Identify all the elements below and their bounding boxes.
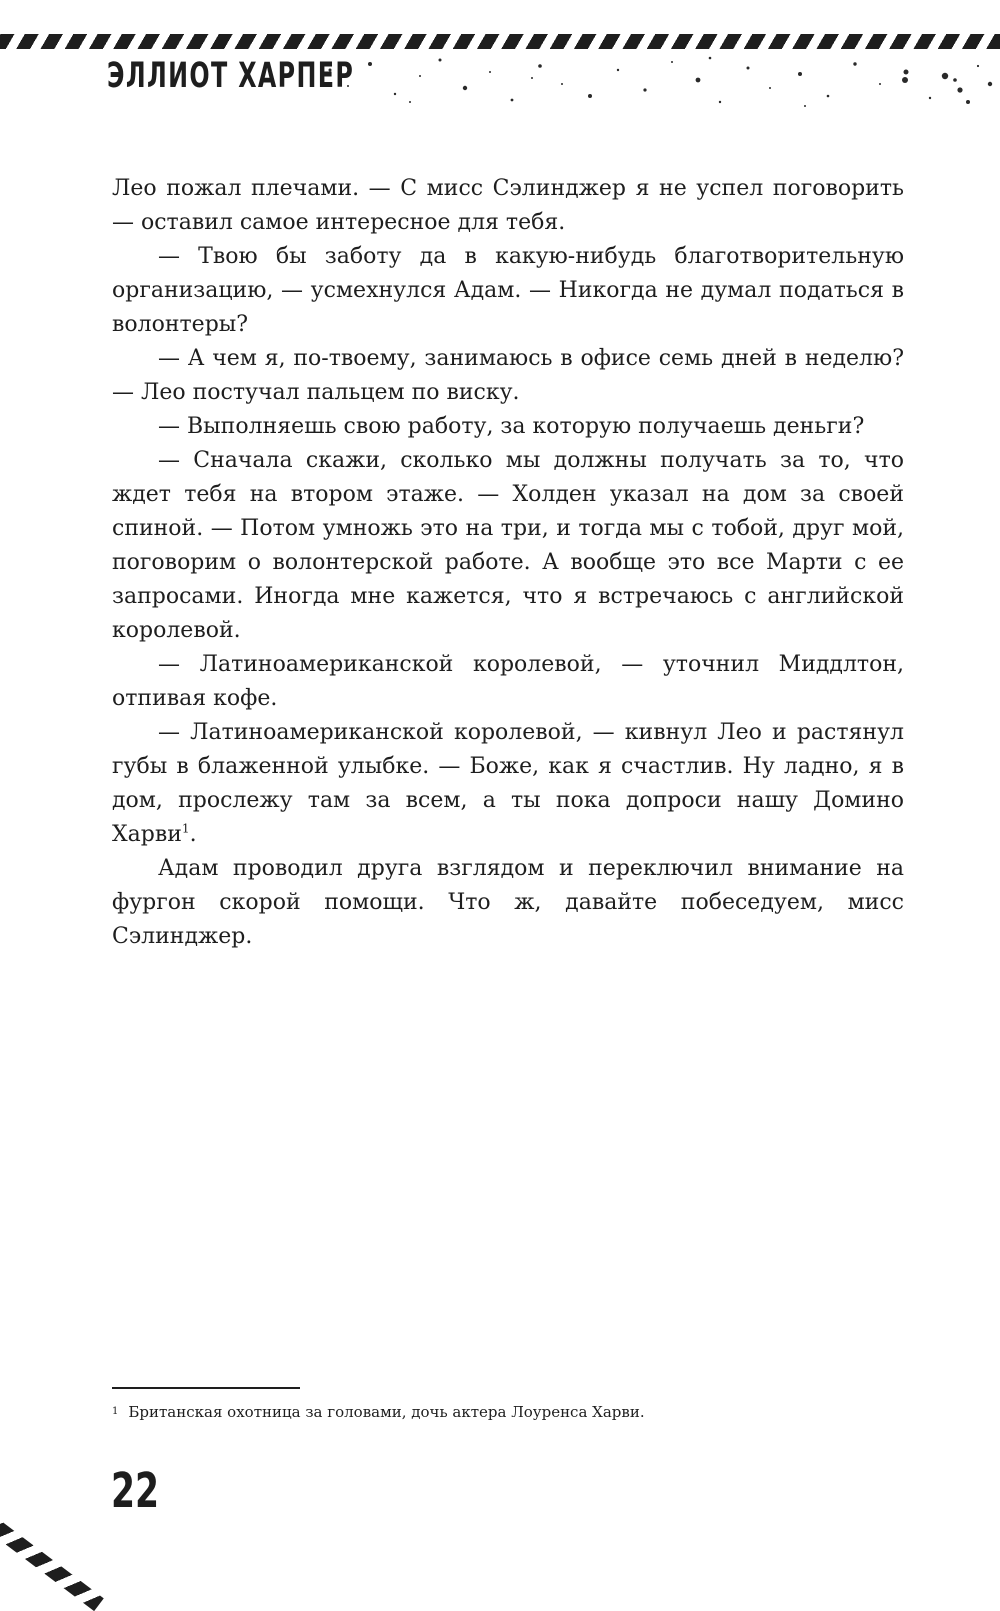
paragraph: — Выполняешь свою работу, за которую получаешь деньги? — [158, 414, 865, 439]
paragraph: — Сначала скажи, сколько мы должны получать за то, что ждет тебя на втором этаже. — Холден указал на дом за своей спиной. — Потом умножь это на три, и тогда мы с тобой, друг мой, поговорим о волонтерской работе. А вообще это все Марти с ее запросами. Иногда мне кажется, что я встречаюсь с английской королевой. — [112, 448, 904, 643]
paragraph: — А чем я, по-твоему, занимаюсь в офисе семь дней в неделю? — Лео постучал пальцем по виску. — [112, 346, 904, 405]
paragraph-with-footnote: — Латиноамериканской королевой, — кивнул Лео и растянул губы в блаженной улыбке. — Боже, как я счастлив. Ну ладно, я в дом, прослежу там за всем, а ты пока допроси нашу Домино Харви$^1$. — [112, 720, 904, 847]
footnote-marker: 1 — [112, 1406, 119, 1417]
paragraph: — Латиноамериканской королевой, — уточнил Миддлтон, отпивая кофе. — [112, 652, 904, 711]
top-hazard-stripe — [0, 34, 1000, 49]
page-number: 22 — [111, 1463, 160, 1519]
footnote-reference[interactable]: 1 — [181, 821, 190, 836]
grunge-texture — [300, 50, 1000, 114]
running-head: ЭЛЛИОТ ХАРПЕР — [107, 56, 355, 96]
footnote — [112, 1401, 902, 1423]
paragraph-text: — Латиноамериканской королевой, — кивнул Лео и растянул губы в блаженной улыбке. — Боже, как я счастлив. Ну ладно, я в дом, прослежу там за всем, а ты пока допроси нашу Домино Харви — [112, 720, 904, 847]
paragraph: Лео пожал плечами. — С мисс Сэлинджер я не успел поговорить — оставил самое интересное для тебя. — [112, 176, 904, 235]
bottom-hazard-stripe — [0, 1490, 104, 1611]
footnote-text: Британская охотница за головами, дочь актера Лоуренса Харви. — [128, 1403, 645, 1421]
footnote-divider — [112, 1387, 300, 1389]
paragraph: — Твою бы заботу да в какую-нибудь благотворительную организацию, — усмехнулся Адам. — Никогда не думал податься в волонтеры? — [112, 244, 904, 337]
body-text — [112, 172, 904, 954]
paragraph: Адам проводил друга взглядом и переключил внимание на фургон скорой помощи. Что ж, давайте побеседуем, мисс Сэлинджер. — [112, 856, 904, 949]
